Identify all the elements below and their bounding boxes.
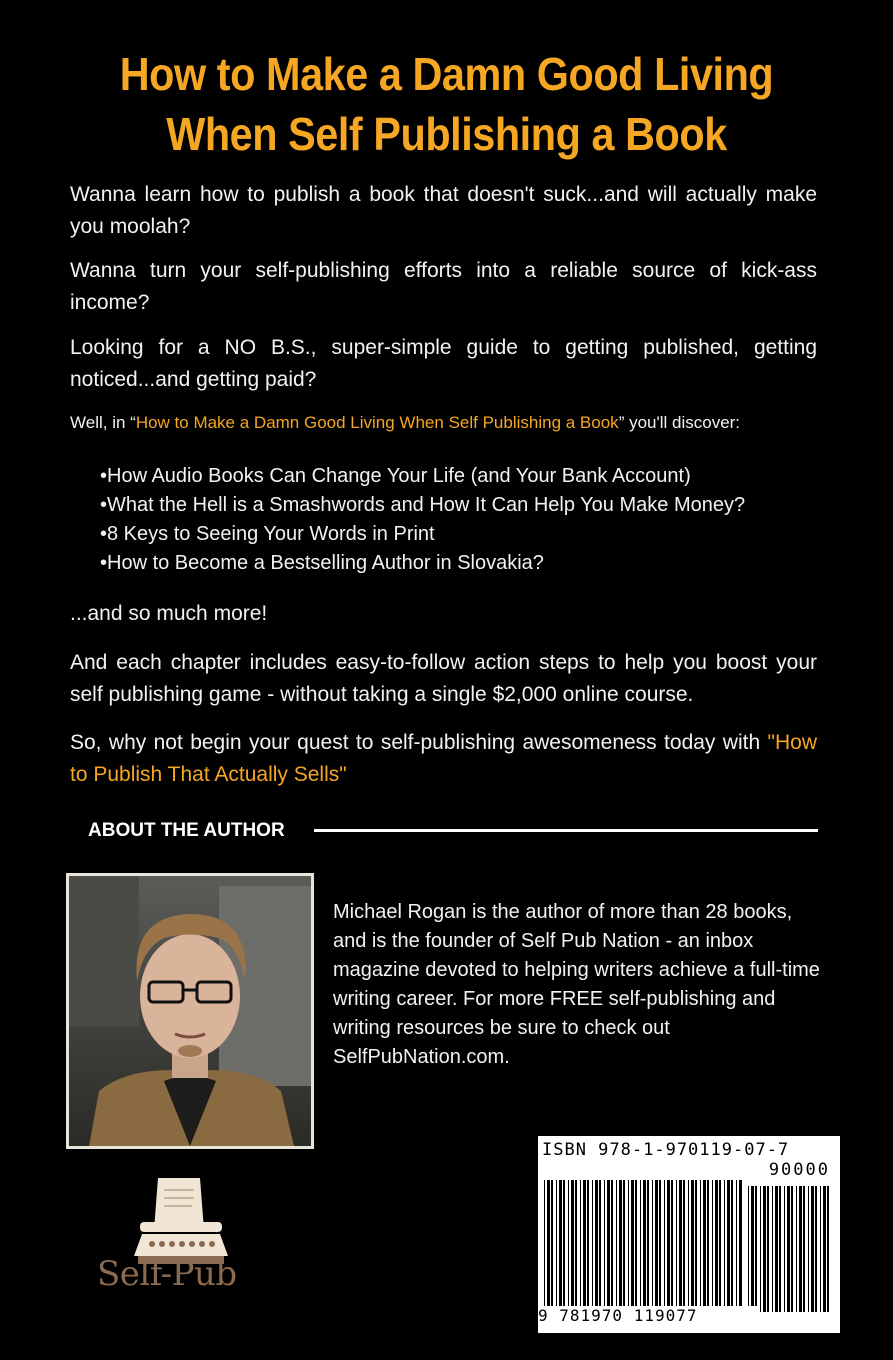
blurb-paragraph-1: Wanna learn how to publish a book that doesn't suck...and will actually make you moolah? (70, 183, 817, 238)
barcode-bar (748, 1186, 749, 1312)
barcode-bar (791, 1186, 793, 1312)
heading-rule (314, 829, 818, 832)
blurb-paragraph-3: Looking for a NO B.S., super-simple guide to getting published, getting noticed...and getting paid? (70, 336, 817, 391)
barcode-bar (599, 1180, 601, 1320)
about-author-header (88, 815, 818, 847)
barcode-bar (760, 1186, 761, 1312)
barcode-bar (631, 1180, 634, 1320)
barcode-bar (763, 1186, 766, 1312)
barcode-bar (647, 1180, 649, 1320)
isbn-barcode (538, 1136, 840, 1333)
barcode-bar (799, 1186, 802, 1312)
barcode-bar (664, 1180, 665, 1320)
barcode-bar (755, 1186, 757, 1312)
barcode-bar (679, 1180, 682, 1320)
barcode-bar (803, 1186, 805, 1312)
author-bio: Michael Rogan is the author of more than 28 books, and is the founder of Self Pub Nation - an inbox magazine devoted to helping writers achieve a full-time writing career. For more FREE self-publishing and writing resources be sure to check out SelfPubNation.com. (333, 901, 820, 1068)
barcode-bar (724, 1180, 725, 1320)
about-author-heading: ABOUT THE AUTHOR (88, 820, 285, 841)
book-title (0, 44, 893, 164)
barcode-bar (796, 1186, 797, 1312)
barcode-bar (575, 1180, 577, 1320)
blurb-paragraph-7 (70, 727, 817, 791)
barcode-bar (592, 1180, 593, 1320)
barcode-bar (544, 1180, 545, 1320)
barcode-bar (628, 1180, 629, 1320)
barcode-bar (671, 1180, 673, 1320)
barcode-bar (587, 1180, 589, 1320)
barcode-bar (727, 1180, 730, 1320)
barcode-bar (691, 1180, 694, 1320)
p4-book-title: How to Make a Damn Good Living When Self Publishing a Book (135, 413, 619, 432)
p4-post: ” you'll discover: (618, 413, 741, 432)
barcode-bar (623, 1180, 625, 1320)
barcode-bars (544, 1180, 744, 1320)
blurb-paragraph-5: ...and so much more! (70, 602, 268, 625)
p7-book-title: "How to Publish That Actually Sells" (70, 731, 817, 786)
barcode-bar (667, 1180, 670, 1320)
barcode-bar (775, 1186, 778, 1312)
barcode-bar (736, 1180, 737, 1320)
title-line-1: How to Make a Damn Good Living (119, 48, 774, 100)
barcode-bar (619, 1180, 622, 1320)
barcode-bar (604, 1180, 605, 1320)
barcode-bar (688, 1180, 689, 1320)
barcode-bar (767, 1186, 769, 1312)
barcode-bar (583, 1180, 586, 1320)
barcode-bar (643, 1180, 646, 1320)
barcode-bar (772, 1186, 773, 1312)
barcode-bar (595, 1180, 598, 1320)
barcode-bar (676, 1180, 677, 1320)
barcode-bar (707, 1180, 709, 1320)
title-line-2: When Self Publishing a Book (166, 108, 727, 160)
logo-text: Self-Pub (97, 1254, 237, 1294)
blurb-paragraph-2: Wanna turn your self-publishing efforts into a reliable source of kick-ass income? (70, 259, 817, 314)
barcode-bar (731, 1180, 733, 1320)
barcode-bar (815, 1186, 817, 1312)
barcode-bar (568, 1180, 569, 1320)
barcode-bar (820, 1186, 821, 1312)
author-photo (66, 873, 314, 1149)
barcode-bar (784, 1186, 785, 1312)
barcode-bar (547, 1180, 550, 1320)
barcode-bar (563, 1180, 565, 1320)
p4-pre: Well, in “ (70, 413, 136, 432)
barcode-bar (779, 1186, 781, 1312)
barcode-bar (823, 1186, 826, 1312)
barcode-bar (659, 1180, 661, 1320)
barcode-bar (811, 1186, 814, 1312)
blurb-paragraph-6: And each chapter includes easy-to-follow action steps to help you boost your self publishing game - without taking a single $2,000 online course. (70, 651, 817, 706)
barcode-bar (719, 1180, 721, 1320)
barcode-bar (715, 1180, 718, 1320)
barcode-bar (827, 1186, 829, 1312)
barcode-bar (787, 1186, 790, 1312)
barcode-bar (607, 1180, 610, 1320)
p7-pre: So, why not begin your quest to self-publishing awesomeness today with (70, 731, 768, 754)
list-item: •8 Keys to Seeing Your Words in Print (100, 523, 435, 545)
barcode-bar (683, 1180, 685, 1320)
author-portrait-illustration (69, 876, 311, 1146)
list-item: •How to Become a Bestselling Author in Slovakia? (100, 552, 544, 574)
barcode-number: 9 781970 119077 (538, 1306, 760, 1325)
barcode-bar (695, 1180, 697, 1320)
barcode-bar (616, 1180, 617, 1320)
barcode-bar (556, 1180, 557, 1320)
barcode-bar (571, 1180, 574, 1320)
barcode-bar (703, 1180, 706, 1320)
isbn-label: ISBN 978-1-970119-07-7 (542, 1140, 790, 1160)
barcode-bar (635, 1180, 637, 1320)
barcode-bar (808, 1186, 809, 1312)
blurb-paragraph-4 (70, 408, 817, 438)
barcode-bar (611, 1180, 613, 1320)
barcode-addon-bars (748, 1182, 832, 1322)
barcode-bar (640, 1180, 641, 1320)
barcode-bar (712, 1180, 713, 1320)
barcode-bar (700, 1180, 701, 1320)
feature-list (100, 462, 840, 578)
barcode-bar (559, 1180, 562, 1320)
list-item: •What the Hell is a Smashwords and How It Can Help You Make Money? (100, 494, 746, 516)
barcode-bar (652, 1180, 653, 1320)
barcode-bar (751, 1186, 754, 1312)
list-item: •How Audio Books Can Change Your Life (and Your Bank Account) (100, 465, 691, 487)
barcode-bar (655, 1180, 658, 1320)
price-code: 90000 (768, 1160, 830, 1180)
barcode-bar (739, 1180, 742, 1320)
barcode-bar (551, 1180, 553, 1320)
barcode-bar (580, 1180, 581, 1320)
